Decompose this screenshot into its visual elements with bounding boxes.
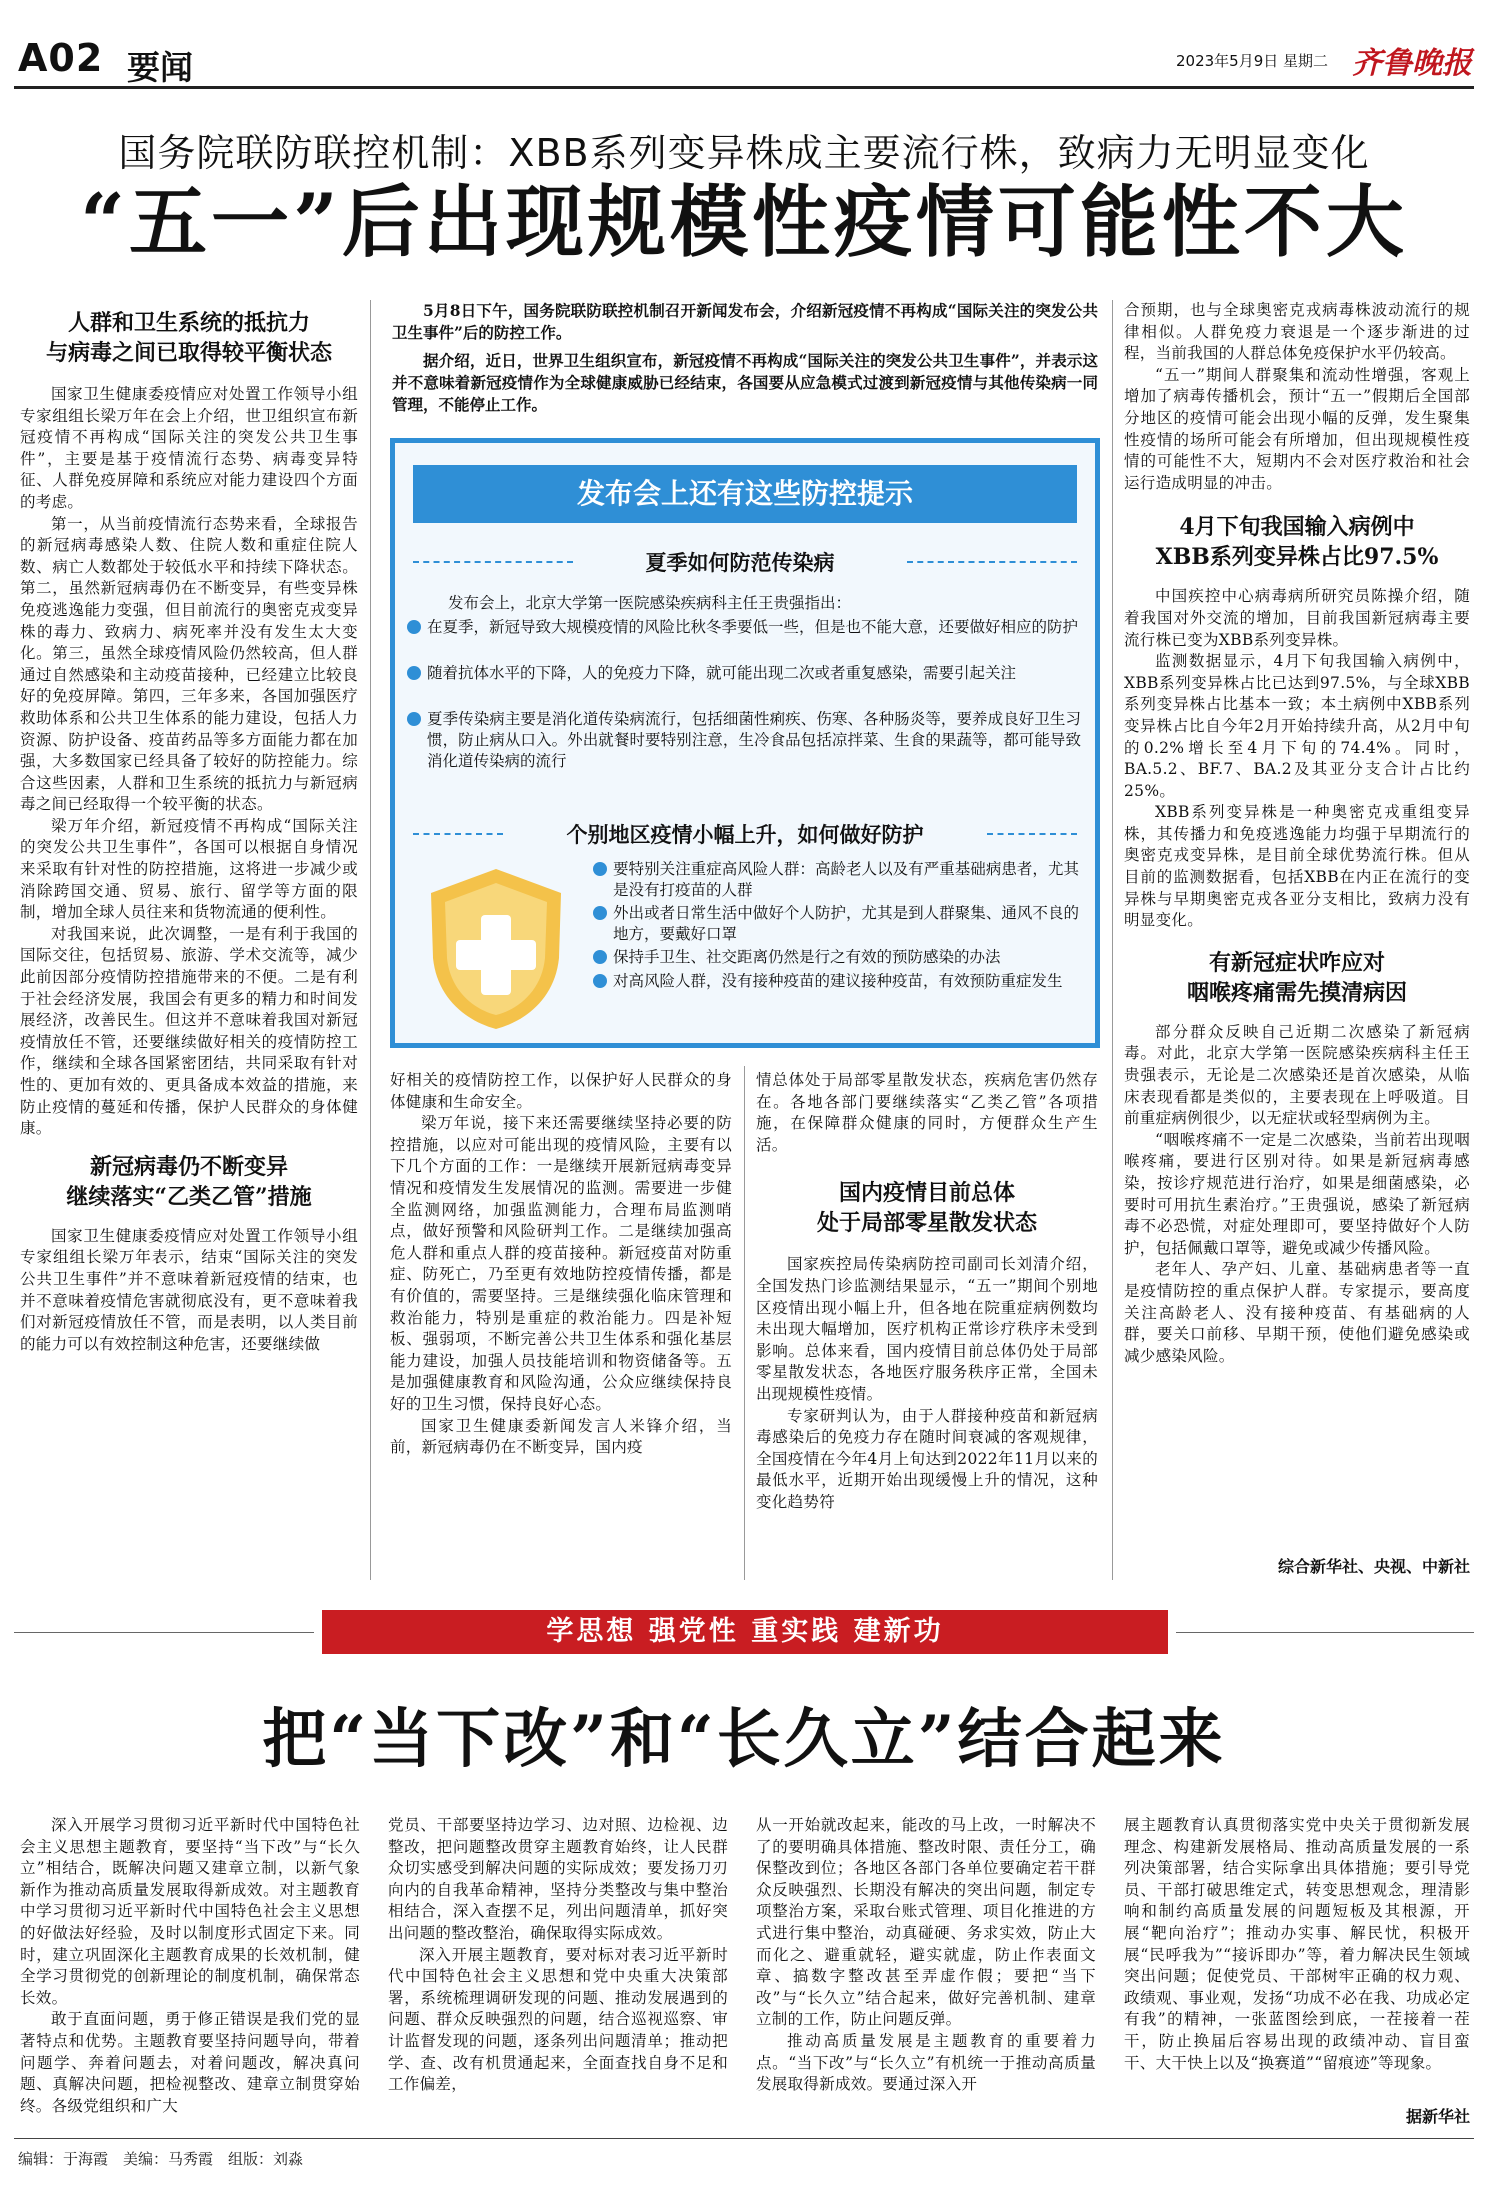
column-divider: [370, 300, 371, 1580]
paragraph: 国家疾控局传染病防控司副司长刘清介绍，全国发热门诊监测结果显示，“五一”期间个别地区疫情出现小幅上升，但各地在院重症病例数均未出现大幅增加，医疗机构正常诊疗秩序未受到影响。总体来看，国内疫情目前总体仍处于局部零星散发状态，各地医疗服务秩序正常，全国未出现规模性疫情。: [756, 1255, 1098, 1403]
bullet-text: 保持手卫生、社交距离仍然是行之有效的预防感染的办法: [613, 948, 1001, 966]
lead-intro: [392, 300, 1098, 416]
newspaper-logo: 齐鲁晚报: [1352, 46, 1472, 81]
second-column-1: [20, 1815, 360, 2117]
tips-subheading: 个别地区疫情小幅上升，如何做好防护: [566, 822, 924, 847]
tips-bullet: [591, 971, 1079, 992]
bullet-dot-icon: [593, 950, 607, 964]
tips-subheading: 夏季如何防范传染病: [645, 550, 835, 575]
issue-date: 2023年5月9日: [1176, 52, 1279, 70]
second-column-3: [756, 1815, 1096, 2096]
page-number: A02: [18, 36, 104, 80]
second-headline: 把“当下改”和“长久立”结合起来: [262, 1702, 1226, 1777]
paragraph: 深入开展主题教育，要对标对表习近平新时代中国特色社会主义思想和党中央重大决策部署，系统梳理调研发现的问题、推动发展遇到的问题、群众反映强烈的问题，结合巡视巡察、审计监督发现的问题，逐条列出问题清单；推动把学、查、改有机贯通起来，全面查找自身不足和工作偏差，: [388, 1945, 728, 2094]
bullet-dot-icon: [407, 620, 421, 634]
article-byline: 据新华社: [1405, 2107, 1470, 2126]
subheading: 与病毒之间已取得较平衡状态: [45, 340, 332, 366]
tips-bullet: [591, 859, 1079, 901]
second-column-2: [388, 1815, 728, 2096]
paragraph: 好相关的疫情防控工作，以保护好人民群众的身体健康和生命安全。: [390, 1071, 732, 1111]
subheading: 4月下旬我国输入病例中: [1179, 514, 1415, 541]
intro-paragraph: 5月8日下午，国务院联防联控机制召开新闻发布会，介绍新冠疫情不再构成“国际关注的突发公共卫生事件”后的防控工作。: [392, 301, 1098, 342]
issue-weekday: 星期二: [1283, 52, 1329, 70]
paragraph: 敢于直面问题，勇于修正错误是我们党的显著特点和优势。主题教育要坚持问题导向，带着问题学、奔着问题去，对着问题改，解决真问题、真解决问题，把检视整改、建章立制贯穿始终。各级党组织和广大: [20, 2010, 360, 2115]
tips-bullet: [591, 947, 1079, 968]
subheading: 新冠病毒仍不断变异: [89, 1153, 288, 1180]
divider: [413, 561, 573, 563]
bullet-text: 在夏季，新冠导致大规模疫情的风险比秋冬季要低一些，但是也不能大意，还要做好相应的防护: [427, 618, 1079, 636]
divider: [413, 833, 503, 835]
subheading: 国内疫情目前总体: [838, 1180, 1015, 1207]
bullet-dot-icon: [593, 906, 607, 920]
section-divider: [14, 1632, 314, 1633]
editor-credits: 编辑：于海霞 美编：马秀霞 组版：刘淼: [18, 2150, 304, 2168]
tips-bullet: [405, 617, 1081, 638]
article-column-1: [20, 308, 358, 1355]
paragraph: 展主题教育认真贯彻落实党中央关于贯彻新发展理念、构建新发展格局、推动高质量发展的一系列决策部署，结合实际拿出具体措施；要引导党员、干部打破思维定式，转变思想观念，理清影响和制约高质量发展的问题短板及其根源，开展“靶向治疗”；推动办实事、解民忧，积极开展“民呼我为”“接诉即办”等，着力解决民生领域突出问题；促使党员、干部树牢正确的权力观、政绩观、事业观，发扬“功成不必在我、功成必定有我”的精神，一张蓝图绘到底，一茬接着一茬干，防止换届后容易出现的政绩冲动、盲目蛮干、大干快上以及“换赛道”“留痕迹”等现象。: [1124, 1816, 1470, 2072]
paragraph: 对我国来说，此次调整，一是有利于我国的国际交往，包括贸易、旅游、学术交流等，减少此前因部分疫情防控措施带来的不便。二是有利于社会经济发展，我国会有更多的精力和时间发展经济，改善民生。但这并不意味着我国对新冠疫情放任不管，还要继续做好相关的疫情防控工作，继续和全球各国紧密团结，共同采取有针对性的、更加有效的、更具备成本效益的措施，来防止疫情的蔓延和传播，保护人民群众的身体健康。: [20, 924, 358, 1138]
bullet-text: 夏季传染病主要是消化道传染病流行，包括细菌性痢疾、伤寒、各种肠炎等，要养成良好卫生习惯，防止病从口入。外出就餐时要特别注意，生冷食品包括凉拌菜、生食的果蔬等，都可能导致消化道传染病的流行: [427, 710, 1081, 770]
tips-box: [390, 438, 1100, 1048]
paragraph: 国家卫生健康委新闻发言人米锋介绍，当前，新冠病毒仍在不断变异，国内疫: [390, 1416, 732, 1457]
bullet-text: 外出或者日常生活中做好个人防护，尤其是到人群聚集、通风不良的地方，要戴好口罩: [613, 904, 1079, 943]
header-rule: [14, 86, 1474, 89]
section-name: 要闻: [127, 48, 193, 87]
bullet-text: 要特别关注重症高风险人群：高龄老人以及有严重基础病患者，尤其是没有打疫苗的人群: [613, 860, 1079, 899]
paragraph: “咽喉疼痛不一定是二次感染，当前若出现咽喉疼痛，要进行区别对待。如果是新冠病毒感染，按诊疗规范进行治疗，如果是细菌感染，必要时可用抗生素治疗。”王贵强说，感染了新冠病毒不必恐慌，对症处理即可，要坚持做好个人防护，包括佩戴口罩等，避免或减少传播风险。: [1124, 1130, 1470, 1257]
subheading: 人群和卫生系统的抵抗力: [67, 310, 310, 336]
paragraph: 从一开始就改起来，能改的马上改，一时解决不了的要明确具体措施、整改时限、责任分工，确保整改到位；各地区各部门各单位要确定若干群众反映强烈、长期没有解决的突出问题，制定专项整治方案，采取台账式管理、项目化推进的方式进行集中整治，动真碰硬、务求实效，防止大而化之、避重就轻，避实就虚，防止作表面文章、搞数字整改甚至弄虚作假；要把“当下改”与“长久立”结合起来，做好完善机制、建章立制的工作，防止问题反弹。: [756, 1816, 1096, 2029]
bullet-text: 随着抗体水平的下降，人的免疫力下降，就可能出现二次或者重复感染，需要引起关注: [427, 664, 1017, 682]
article-column-4: [1124, 300, 1470, 1367]
paragraph: 第一，从当前疫情流行态势来看，全球报告的新冠病毒感染人数、住院人数和重症住院人数、病亡人数都处于较低水平和持续下降状态。第二，虽然新冠病毒仍在不断变异，有些变异株免疫逃逸能力变强，但目前流行的奥密克戎变异株的毒力、致病力、病死率并没有发生太大变化。第三，虽然全球疫情风险仍然较高，但人群通过自然感染和主动疫苗接种，已经建立比较良好的免疫屏障。第四，三年多来，各国加强医疗救助体系和公共卫生体系的能力建设，包括人力资源、防护设备、疫苗药品等多方面能力都在加强，大多数国家已经具备了较好的防控能力。综合这些因素，人群和卫生系统的抵抗力与新冠病毒之间已经取得一个较平衡的状态。: [20, 514, 358, 814]
paragraph: 梁万年说，接下来还需要继续坚持必要的防控措施，以应对可能出现的疫情风险，主要有以下几个方面的工作：一是继续开展新冠病毒变异情况和疫情发生发展情况的监测。需要进一步健全监测网络，加强监测能力，合理布局监测哨点，做好预警和风险研判工作。二是继续加强高危人群和重点人群的疫苗接种。新冠疫苗对防重症、防死亡，乃至更有效地防控疫情传播，都是有价值的，需要坚持。三是继续强化临床管理和救治能力，特别是重症的救治能力。四是补短板、强弱项，不断完善公共卫生体系和强化基层能力建设，加强人员技能培训和物资储备等。五是加强健康教育和风险沟通，公众应继续保持良好的卫生习惯，保持良好心态。: [390, 1114, 732, 1413]
paragraph: 监测数据显示，4月下旬我国输入病例中，XBB系列变异株占比已达到97.5%，与全球XBB系列变异株占比基本一致；本土病例中XBB系列变异株占比自今年2月开始持续升高，从2月中旬的0.2%增长至4月下旬的74.4%。同时，BA.5.2、BF.7、BA.2及其亚分支合计占比约25%。: [1124, 652, 1470, 800]
subheading: 继续落实“乙类乙管”措施: [66, 1183, 312, 1210]
campaign-banner: 学思想 强党性 重实践 建新功: [322, 1610, 1168, 1654]
paragraph: 梁万年介绍，新冠疫情不再构成“国际关注的突发公共卫生事件”，各国可以根据自身情况来采取有针对性的防控措施，这将进一步减少或消除跨国交通、贸易、旅行、留学等方面的限制，增加全球人员往来和货物流通的便利性。: [20, 816, 358, 922]
divider: [907, 561, 1077, 563]
paragraph: XBB系列变异株是一种奥密克戎重组变异株，其传播力和免疫逃逸能力均强于早期流行的奥密克戎变异株，是目前全球优势流行株。但从目前的监测数据看，包括XBB在内正在流行的变异株与早期奥密克戎各亚分支相比，致病力没有明显变化。: [1124, 803, 1470, 930]
subheading: 有新冠症状咋应对: [1208, 949, 1385, 976]
subheading: XBB系列变异株占比97.5%: [1155, 544, 1439, 571]
paragraph: 部分群众反映自己近期二次感染了新冠病毒。对此，北京大学第一医院感染疾病科主任王贵强表示，无论是二次感染还是首次感染，从临床表现看都是类似的，主要表现在上呼吸道。目前重症病例很少，以无症状或轻型病例为主。: [1124, 1022, 1470, 1128]
tips-bullet: [591, 903, 1079, 945]
paragraph: 专家研判认为，由于人群接种疫苗和新冠病毒感染后的免疫力存在随时间衰减的客观规律，全国疫情在今年4月上旬达到2022年11月以来的最低水平，近期开始出现缓慢上升的情况，这种变化趋势符: [756, 1406, 1098, 1511]
footer-rule: [14, 2138, 1474, 2139]
tips-box-title: 发布会上还有这些防控提示: [413, 465, 1077, 523]
column-divider: [1112, 300, 1113, 1580]
bullet-dot-icon: [593, 974, 607, 988]
paragraph: 中国疾控中心病毒病所研究员陈操介绍，随着我国对外交流的增加，目前我国新冠病毒主要流行株已变为XBB系列变异株。: [1124, 587, 1470, 649]
article-column-2: [390, 1070, 732, 1459]
article-column-3: [756, 1070, 1098, 1514]
intro-paragraph: 据介绍，近日，世界卫生组织宣布，新冠疫情不再构成“国际关注的突发公共卫生事件”，并表示这并不意味着新冠疫情作为全球健康威胁已经结束，各国要从应急模式过渡到新冠疫情与其他传染病一同管理，不能停止工作。: [392, 351, 1098, 414]
paragraph: “五一”期间人群聚集和流动性增强，客观上增加了病毒传播机会，预计“五一”假期后全国部分地区的疫情可能会出现小幅的反弹，发生聚集性疫情的场所可能会有所增加，但出现规模性疫情的可能性不大，短期内不会对医疗救治和社会运行造成明显的冲击。: [1124, 365, 1470, 492]
shield-cross-icon: [421, 863, 571, 1033]
lead-subhead: 国务院联防联控机制：XBB系列变异株成主要流行株，致病力无明显变化: [118, 131, 1370, 175]
paragraph: 深入开展学习贯彻习近平新时代中国特色社会主义思想主题教育，要坚持“当下改”与“长久立”相结合，既解决问题又建章立制，以新气象新作为推动高质量发展取得新成效。对主题教育中学习贯彻习近平新时代中国特色社会主义思想的好做法好经验，及时以制度形式固定下来。同时，建立巩固深化主题教育成果的长效机制，健全学习贯彻党的创新理论的制度机制，确保常态长效。: [20, 1816, 360, 2007]
bullet-dot-icon: [593, 862, 607, 876]
tips-lead: 发布会上，北京大学第一医院感染疾病科主任王贵强指出：: [448, 594, 852, 612]
paragraph: 老年人、孕产妇、儿童、基础病患者等一直是疫情防控的重点保护人群。专家提示，要高度关注高龄老人、没有接种疫苗、有基础病的人群，要关口前移、早期干预，使他们避免感染或减少感染风险。: [1124, 1260, 1470, 1365]
paragraph: 国家卫生健康委疫情应对处置工作领导小组专家组组长梁万年表示，结束“国际关注的突发公共卫生事件”并不意味着新冠疫情的结束，也并不意味着疫情危害就彻底没有，更不意味着我们对新冠疫情放任不管，而是表明，以人类目前的能力可以有效控制这种危害，还要继续做: [20, 1226, 358, 1353]
paragraph: 党员、干部要坚持边学习、边对照、边检视、边整改，把问题整改贯穿主题教育始终，让人民群众切实感受到解决问题的实际成效；要发扬刀刃向内的自我革命精神，坚持分类整改与集中整治相结合，深入查摆不足，列出问题清单，抓好突出问题的整改整治，确保取得实际成效。: [388, 1816, 728, 1942]
subheading: 处于局部零星散发状态: [816, 1210, 1037, 1237]
section-divider: [1176, 1632, 1474, 1633]
tips-bullet: [405, 663, 1081, 684]
paragraph: 国家卫生健康委疫情应对处置工作领导小组专家组组长梁万年在会上介绍，世卫组织宣布新冠疫情不再构成“国际关注的突发公共卫生事件”，主要是基于疫情流行态势、病毒变异特征、人群免疫屏障和系统应对能力建设四个方面的考虑。: [20, 385, 358, 511]
divider: [987, 833, 1077, 835]
bullet-dot-icon: [407, 666, 421, 680]
paragraph: 合预期，也与全球奥密克戎病毒株波动流行的规律相似。人群免疫力衰退是一个逐步渐进的过程，当前我国的人群总体免疫保护水平仍较高。: [1124, 301, 1470, 363]
column-divider: [744, 1066, 745, 1580]
tips-bullet: [405, 709, 1081, 772]
paragraph: 情总体处于局部零星散发状态，疾病危害仍然存在。各地各部门要继续落实“乙类乙管”各项措施，在保障群众健康的同时，方便群众生产生活。: [756, 1071, 1098, 1154]
lead-headline: “五一”后出现规模性疫情可能性不大: [80, 177, 1408, 268]
bullet-dot-icon: [407, 712, 421, 726]
paragraph: 推动高质量发展是主题教育的重要着力点。“当下改”与“长久立”有机统一于推动高质量发展取得新成效。要通过深入开: [756, 2031, 1096, 2094]
bullet-text: 对高风险人群，没有接种疫苗的建议接种疫苗，有效预防重症发生: [613, 972, 1063, 990]
subheading: 咽喉疼痛需先摸清病因: [1186, 979, 1407, 1006]
second-column-4: [1124, 1815, 1470, 2074]
article-byline: 综合新华社、央视、中新社: [1277, 1557, 1470, 1576]
